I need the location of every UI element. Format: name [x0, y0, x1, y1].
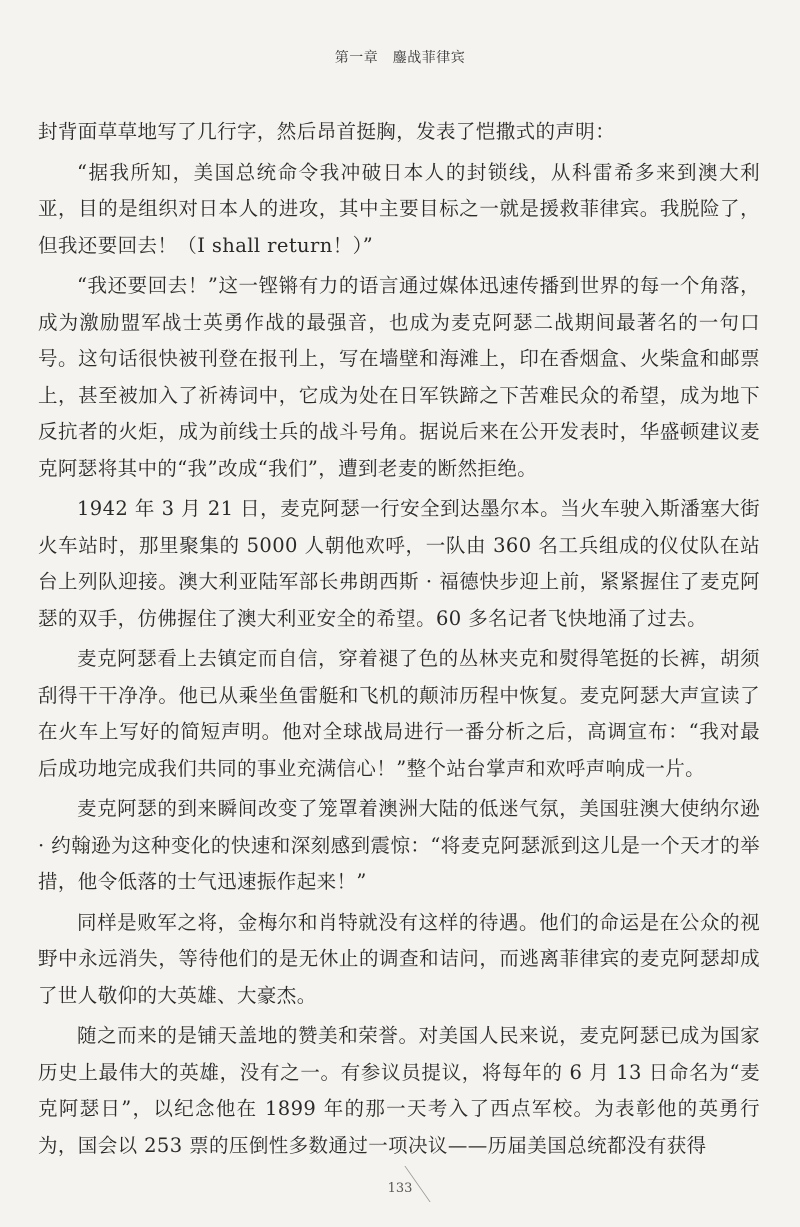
- paragraph: 同样是败军之将，金梅尔和肖特就没有这样的待遇。他们的命运是在公众的视野中永远消失，等待他们的是无休止的调查和诘问，而逃离菲律宾的麦克阿瑟却成了世人敬仰的大英雄、大豪杰。: [38, 910, 760, 1007]
- paragraph: 1942 年 3 月 21 日，麦克阿瑟一行安全到达墨尔本。当火车驶入斯潘塞大街火车站时，那里聚集的 5000 人朝他欢呼，一队由 360 名工兵组成的仪仗队在站台上列队迎接。澳大利亚陆军部长弗朗西斯 · 福德快步迎上前，紧紧握住了麦克阿瑟的双手，仿佛握住了澳大利亚安全的希望。60 多名记者飞快地涌了过去。: [38, 497, 760, 630]
- page-number: 133: [387, 1181, 413, 1196]
- paragraph: 麦克阿瑟的到来瞬间改变了笼罩着澳洲大陆的低迷气氛，美国驻澳大使纳尔逊 · 约翰逊为这种变化的快速和深刻感到震惊：“将麦克阿瑟派到这儿是一个天才的举措，他令低落的士气迅速振作起来！”: [38, 797, 760, 893]
- running-header: 第一章 鏖战菲律宾: [334, 50, 466, 66]
- paragraph: 麦克阿瑟看上去镇定而自信，穿着褪了色的丛林夹克和熨得笔挺的长裤，胡须刮得干干净净。他已从乘坐鱼雷艇和飞机的颠沛历程中恢复。麦克阿瑟大声宣读了在火车上写好的简短声明。他对全球战局进行一番分析之后，高调宣布：“我对最后成功地完成我们共同的事业充满信心！”整个站台掌声和欢呼声响成一片。: [38, 647, 760, 780]
- paragraph: 封背面草草地写了几行字，然后昂首挺胸，发表了恺撒式的声明：: [38, 120, 616, 143]
- paragraph: 随之而来的是铺天盖地的赞美和荣誉。对美国人民来说，麦克阿瑟已成为国家历史上最伟大的英雄，没有之一。有参议员提议，将每年的 6 月 13 日命名为“麦克阿瑟日”，以纪念他在 1899 年的那一天考入了西点军校。为表彰他的英勇行为，国会以 253 票的压倒性多数通过一项决议——历届美国总统都没有获得: [38, 1024, 760, 1157]
- paragraph: “据我所知，美国总统命令我冲破日本人的封锁线，从科雷希多来到澳大利亚，目的是组织对日本人的进攻，其中主要目标之一就是援救菲律宾。我脱险了，但我还要回去！（I shall return！）”: [38, 160, 760, 257]
- body-text: [38, 114, 760, 1164]
- paragraph: “我还要回去！”这一铿锵有力的语言通过媒体迅速传播到世界的每一个角落，成为激励盟军战士英勇作战的最强音，也成为麦克阿瑟二战期间最著名的一句口号。这句话很快被刊登在报刊上，写在墙壁和海滩上，印在香烟盒、火柴盒和邮票上，甚至被加入了祈祷词中，它成为处在日军铁蹄之下苦难民众的希望，成为地下反抗者的火炬，成为前线士兵的战斗号角。据说后来在公开发表时，华盛顿建议麦克阿瑟将其中的“我”改成“我们”，遭到老麦的断然拒绝。: [38, 274, 760, 480]
